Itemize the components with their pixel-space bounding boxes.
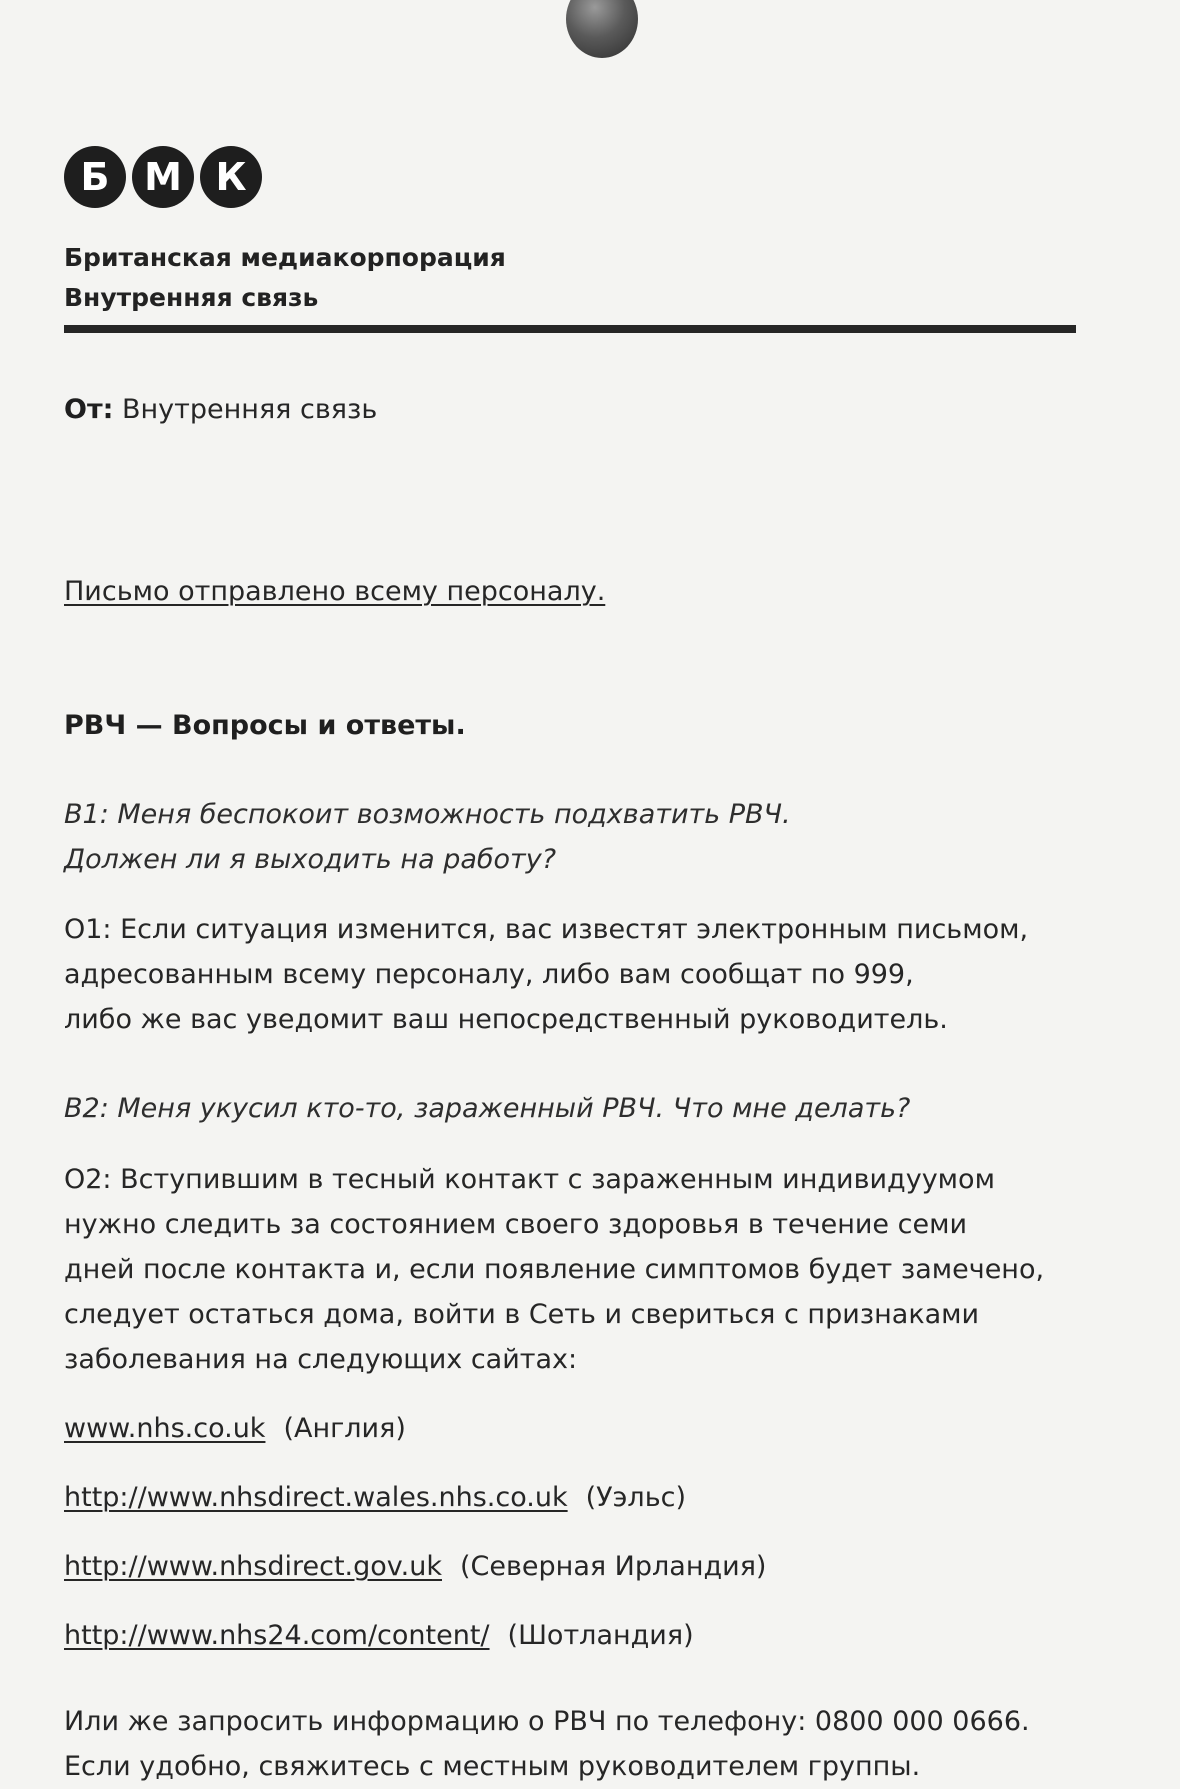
region-label: (Северная Ирландия) xyxy=(460,1551,767,1582)
pushpin-icon xyxy=(566,0,638,58)
logo xyxy=(64,146,262,208)
answer-1-line: либо же вас уведомит ваш непосредственный руководитель. xyxy=(64,1004,948,1035)
link-row-england xyxy=(64,1407,406,1451)
footer-line: Если удобно, свяжитесь с местным руководителем группы. xyxy=(64,1751,921,1782)
memo-title: РВЧ — Вопросы и ответы. xyxy=(64,710,466,741)
link-row-northern-ireland xyxy=(64,1545,766,1589)
footer-line: Или же запросить информацию о РВЧ по телефону: 0800 000 0666. xyxy=(64,1706,1030,1737)
link-row-scotland xyxy=(64,1614,694,1658)
sent-note: Письмо отправлено всему персоналу. xyxy=(64,576,606,607)
question-1-line: В1: Меня беспокоит возможность подхватить РВЧ. xyxy=(64,799,791,830)
logo-letter: М xyxy=(132,146,194,208)
logo-letter: Б xyxy=(64,146,126,208)
link-england[interactable]: www.nhs.co.uk xyxy=(64,1413,266,1444)
org-name: Британская медиакорпорация xyxy=(64,243,506,272)
answer-2-line: нужно следить за состоянием своего здоровья в течение семи xyxy=(64,1209,967,1240)
link-wales[interactable]: http://www.nhsdirect.wales.nhs.co.uk xyxy=(64,1482,568,1513)
answer-2-line: заболевания на следующих сайтах: xyxy=(64,1344,578,1375)
question-1-line: Должен ли я выходить на работу? xyxy=(64,844,557,875)
region-label: (Англия) xyxy=(283,1413,406,1444)
from-line xyxy=(64,388,377,432)
region-label: (Уэльс) xyxy=(585,1482,686,1513)
from-value: Внутренняя связь xyxy=(122,394,378,425)
link-northern-ireland[interactable]: http://www.nhsdirect.gov.uk xyxy=(64,1551,442,1582)
answer-2-line: О2: Вступившим в тесный контакт с зараженным индивидуумом xyxy=(64,1164,995,1195)
department-name: Внутренняя связь xyxy=(64,283,319,312)
answer-1-line: адресованным всему персоналу, либо вам сообщат по 999, xyxy=(64,959,914,990)
answer-1-line: О1: Если ситуация изменится, вас известят электронным письмом, xyxy=(64,914,1029,945)
region-label: (Шотландия) xyxy=(507,1620,694,1651)
logo-letter: К xyxy=(200,146,262,208)
question-2-line: В2: Меня укусил кто-то, зараженный РВЧ. Что мне делать? xyxy=(64,1093,911,1124)
letterhead xyxy=(64,238,506,318)
from-label: От: xyxy=(64,394,114,425)
header-divider xyxy=(64,325,1076,333)
answer-2-line: дней после контакта и, если появление симптомов будет замечено, xyxy=(64,1254,1045,1285)
answer-2-line: следует остаться дома, войти в Сеть и свериться с признаками xyxy=(64,1299,980,1330)
link-scotland[interactable]: http://www.nhs24.com/content/ xyxy=(64,1620,490,1651)
link-row-wales xyxy=(64,1476,686,1520)
